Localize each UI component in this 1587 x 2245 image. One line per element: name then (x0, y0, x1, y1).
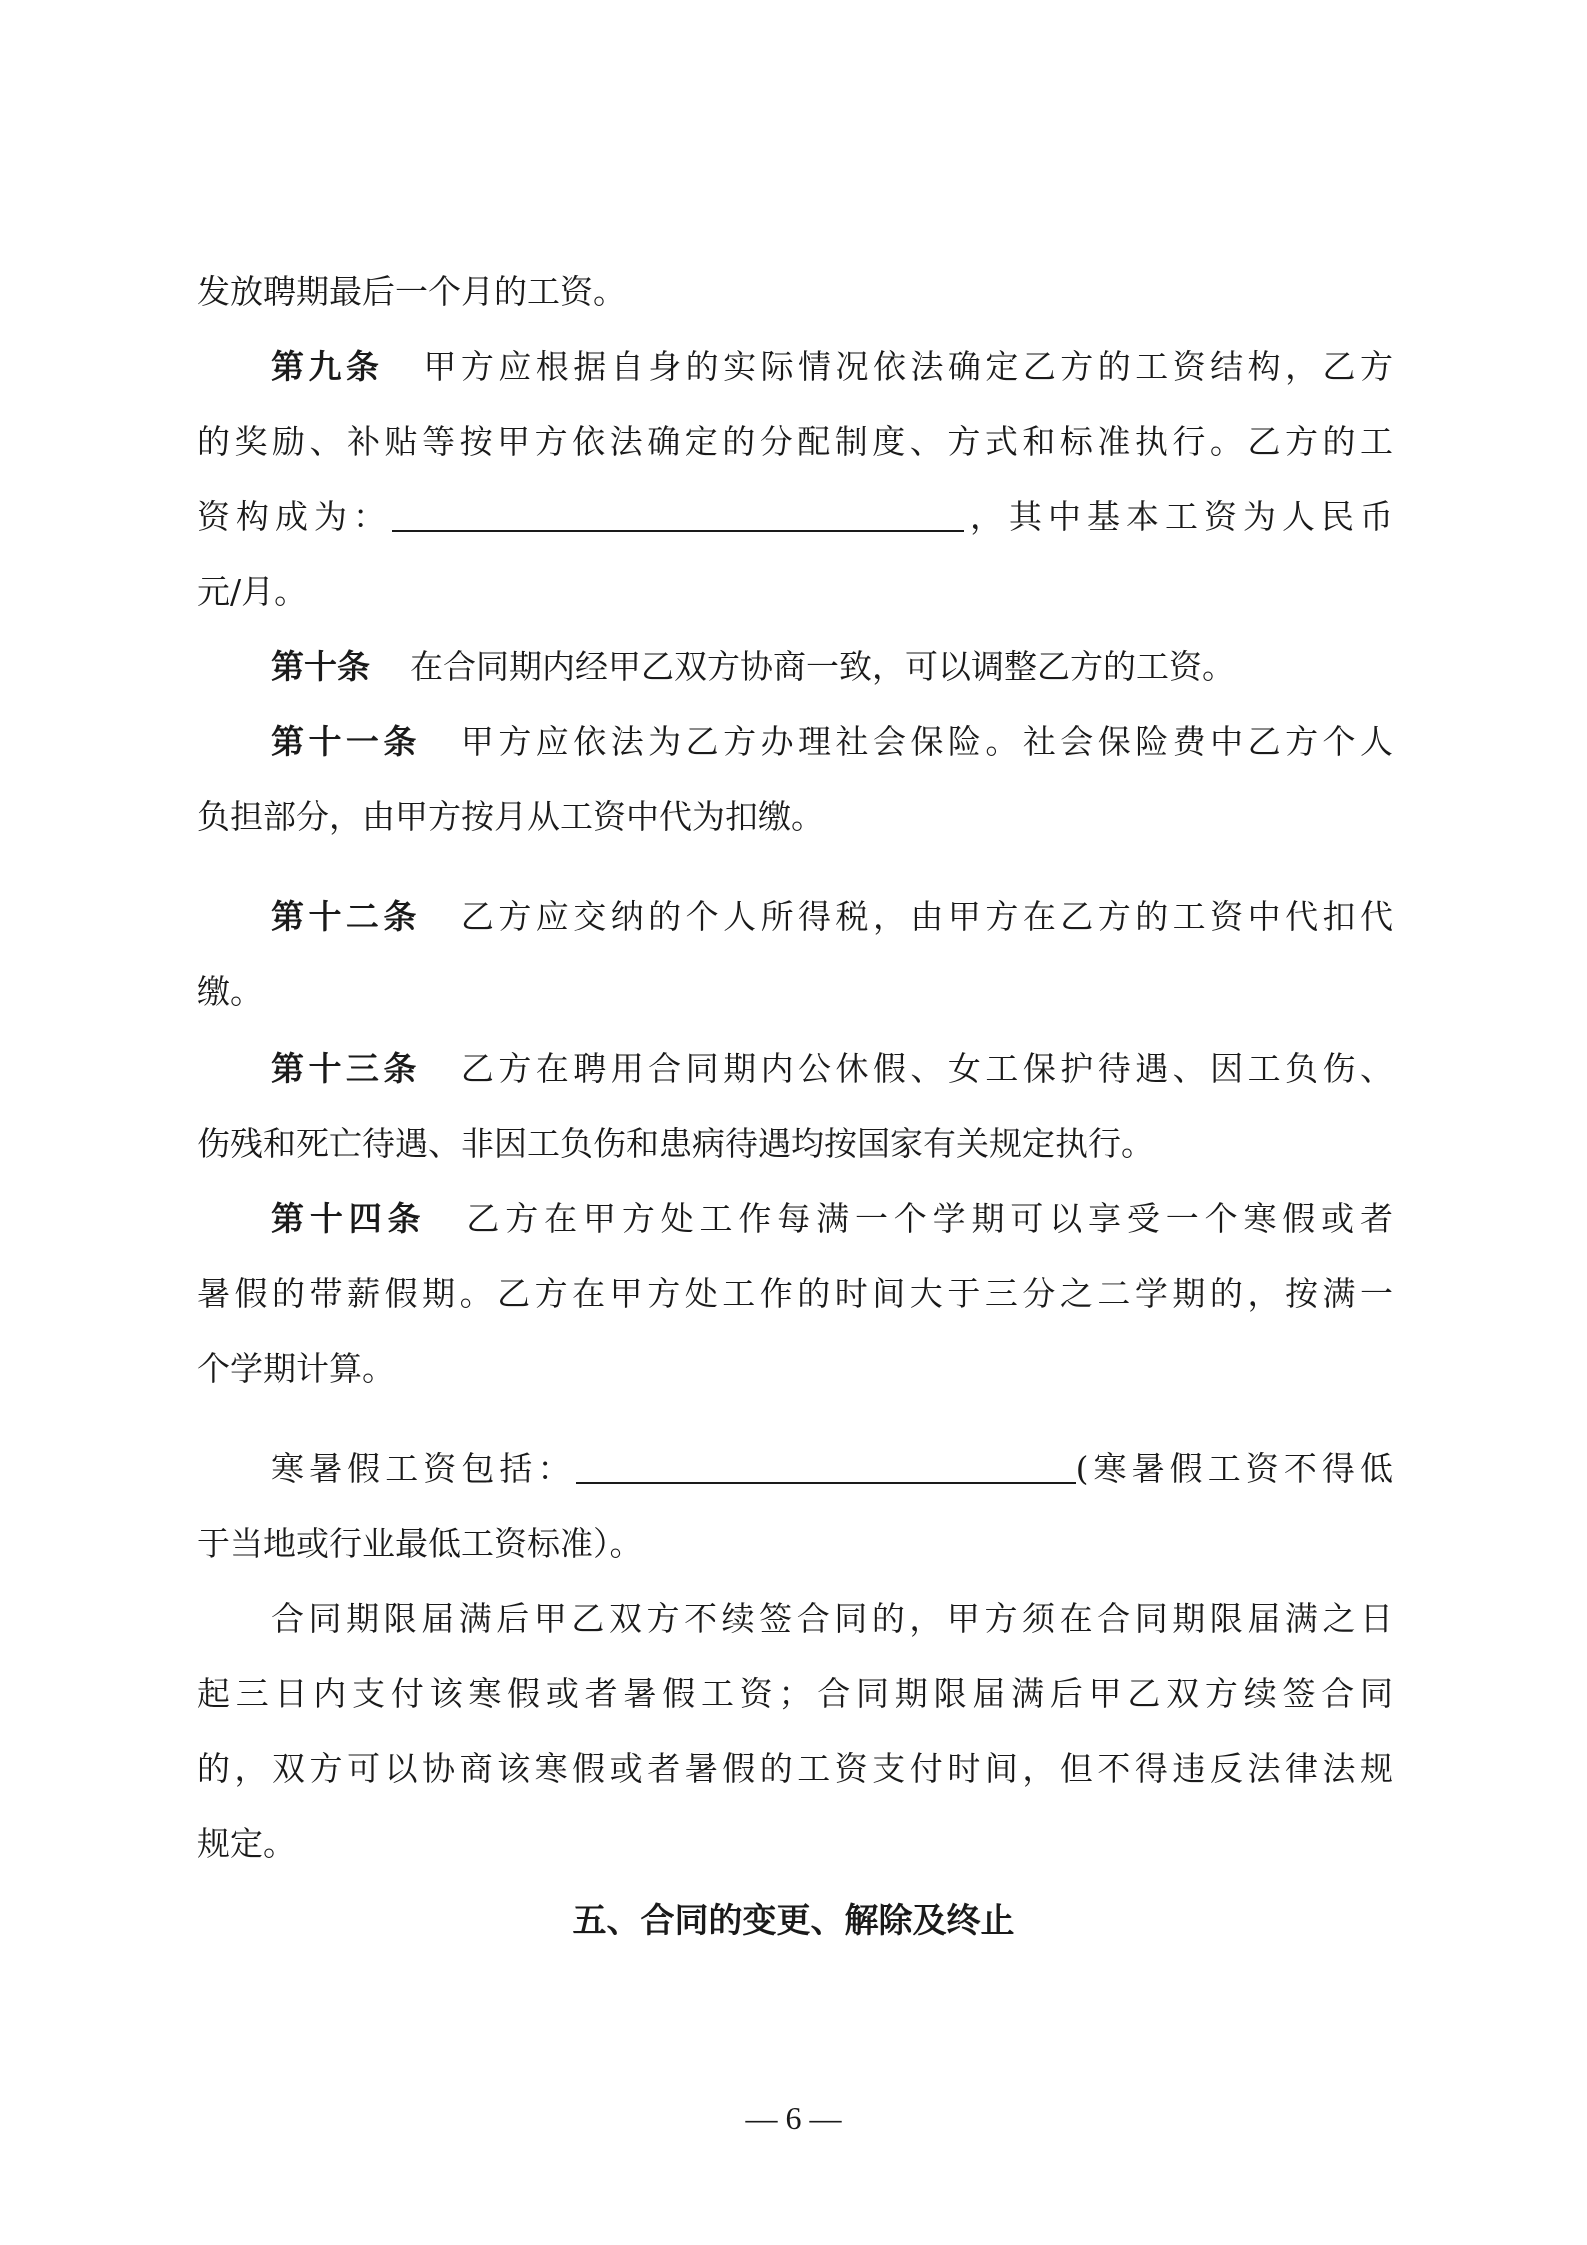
paragraph-text: 甲方应根据自身的实际情况依法确定乙方的工资结构，乙方 (423, 347, 1394, 386)
article-11-line-1 (271, 719, 1393, 765)
article-9-line-3 (197, 494, 1393, 540)
paragraph-text: 乙方应交纳的个人所得税，由甲方在乙方的工资中代扣代 (460, 897, 1394, 936)
article-12-line-2 (197, 969, 263, 1015)
article-14-line-2 (197, 1271, 1393, 1317)
paragraph-text: (寒暑假工资不得低 (1075, 1449, 1393, 1488)
vacation-pay-blank (576, 1448, 1076, 1484)
paragraph-text: 的，双方可以协商该寒假或者暑假的工资支付时间，但不得违反法律法规 (197, 1749, 1393, 1788)
intro-line (197, 269, 626, 315)
article-13-line-1 (271, 1046, 1393, 1092)
article-label: 第十条 (271, 647, 370, 686)
paragraph-text: 合同期限届满后甲乙双方不续签合同的，甲方须在合同期限届满之日 (271, 1599, 1393, 1638)
renewal-line-2 (197, 1671, 1393, 1717)
vacation-pay-line-1 (271, 1446, 1393, 1492)
renewal-line-3 (197, 1746, 1393, 1792)
vacation-pay-line-2 (197, 1521, 643, 1567)
paragraph-text: 元/月。 (197, 572, 308, 611)
paragraph-text: 缴。 (197, 972, 263, 1011)
article-9-line-4 (197, 569, 307, 615)
article-label: 第十一条 (271, 722, 421, 761)
wage-structure-blank (392, 496, 964, 532)
article-14-line-3 (197, 1346, 395, 1392)
paragraph-text: ，其中基本工资为人民币 (964, 497, 1393, 536)
paragraph-text: 的奖励、补贴等按甲方依法确定的分配制度、方式和标准执行。乙方的工 (197, 422, 1393, 461)
renewal-line-4 (197, 1821, 296, 1867)
article-label: 第十三条 (271, 1049, 421, 1088)
paragraph-text: 规定。 (197, 1824, 296, 1863)
renewal-line-1 (271, 1596, 1393, 1642)
paragraph-text: 起三日内支付该寒假或者暑假工资；合同期限届满后甲乙双方续签合同 (197, 1674, 1393, 1713)
paragraph-text: 个学期计算。 (197, 1349, 395, 1388)
paragraph-text: 于当地或行业最低工资标准）。 (197, 1524, 643, 1563)
paragraph-text: 乙方在甲方处工作每满一个学期可以享受一个寒假或者 (466, 1199, 1394, 1238)
paragraph-text: 寒暑假工资包括： (271, 1449, 576, 1488)
article-11-line-2 (197, 794, 824, 840)
article-9-line-1 (271, 344, 1393, 390)
section-heading: 五、合同的变更、解除及终止 (572, 1901, 1015, 1941)
paragraph-text: 在合同期内经甲乙双方协商一致，可以调整乙方的工资。 (410, 647, 1235, 686)
paragraph-text: 甲方应依法为乙方办理社会保险。社会保险费中乙方个人 (460, 722, 1394, 761)
article-label: 第九条 (271, 347, 384, 386)
article-9-line-2 (197, 419, 1393, 465)
article-10-line-1 (271, 644, 1235, 690)
paragraph-text: 伤残和死亡待遇、非因工负伤和患病待遇均按国家有关规定执行。 (197, 1124, 1154, 1163)
article-12-line-1 (271, 894, 1393, 940)
paragraph-text: 乙方在聘用合同期内公休假、女工保护待遇、因工负伤、 (460, 1049, 1394, 1088)
paragraph-text: 负担部分，由甲方按月从工资中代为扣缴。 (197, 797, 824, 836)
article-label: 第十二条 (271, 897, 421, 936)
article-label: 第十四条 (271, 1199, 427, 1238)
paragraph-text: 发放聘期最后一个月的工资。 (197, 272, 626, 311)
page-number: — 6 — (745, 2100, 842, 2136)
paragraph-text: 暑假的带薪假期。乙方在甲方处工作的时间大于三分之二学期的，按满一 (197, 1274, 1393, 1313)
paragraph-text: 资构成为： (197, 497, 392, 536)
article-13-line-2 (197, 1121, 1154, 1167)
article-14-line-1 (271, 1196, 1393, 1242)
